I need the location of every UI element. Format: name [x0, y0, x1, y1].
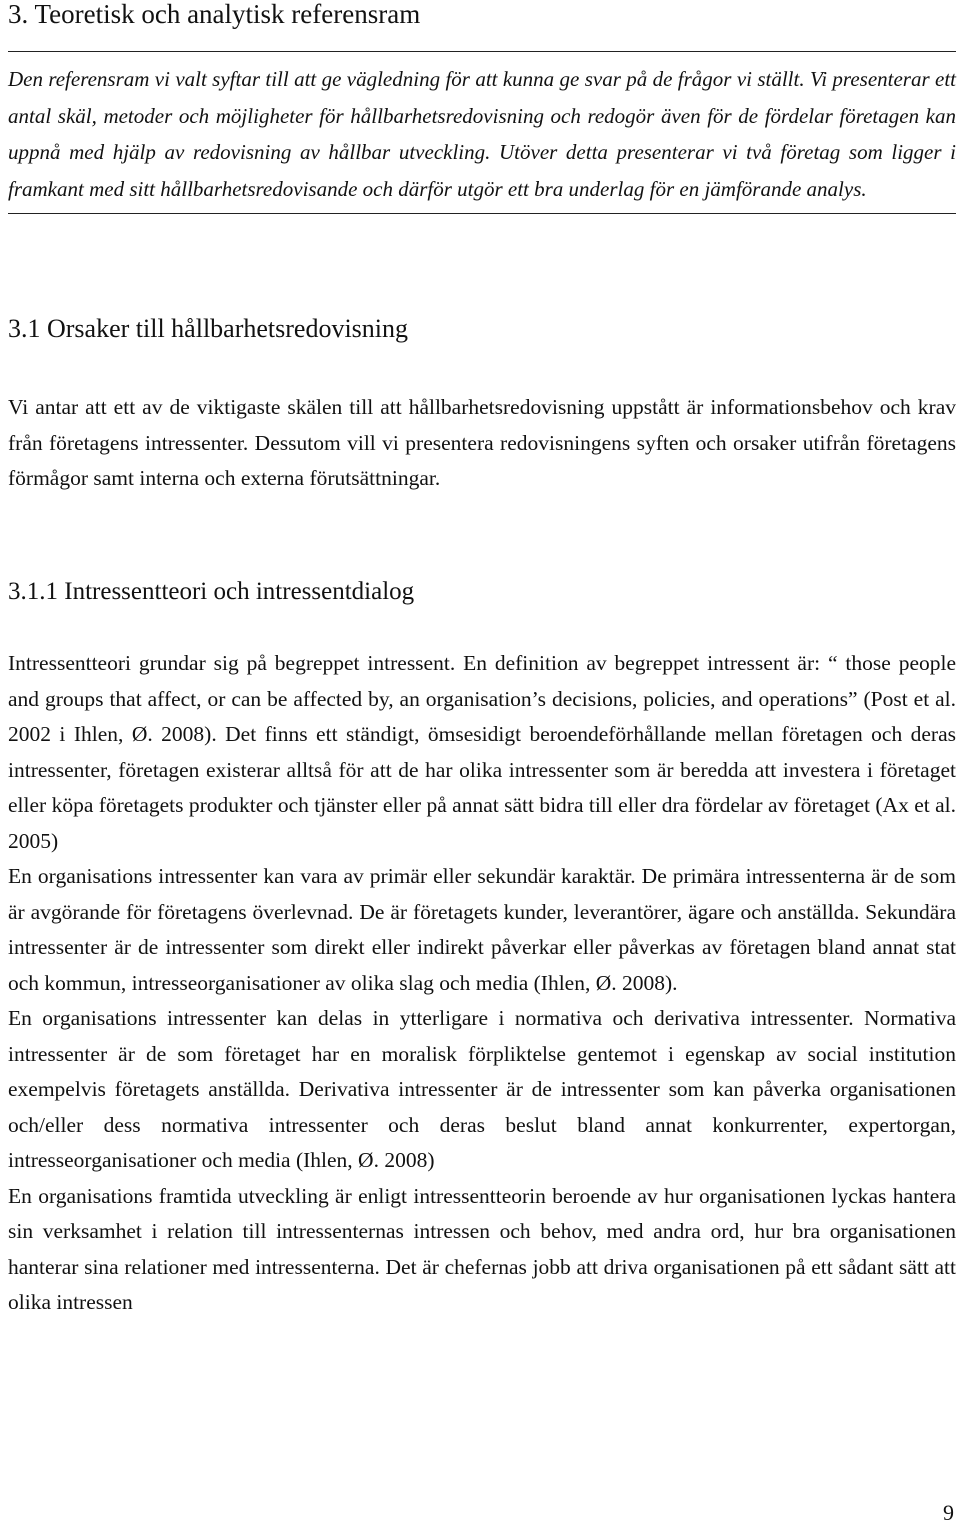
chapter-abstract: Den referensram vi valt syftar till att ge vägledning för att kunna ge svar på de frågor vi ställt. Vi presenterar ett antal skäl, metoder och möjligheter för hållbarhetsredovisning och redogör även för de fördelar företagen kan uppnå med hjälp av redovisning av hållbar utveckling. Utöver detta presenterar vi två företag som ligger i framkant med sitt hållbarhetsredovisande och därför utgör ett bra underlag för en jämförande analys.	[8, 67, 956, 201]
paragraph: Intressentteori grundar sig på begreppet intressent. En definition av begreppet intressent är: “ those people and groups that affect, or can be affected by, an organisation’s decisions, policies, and operations” (Post et al. 2002 i Ihlen, Ø. 2008). Det finns ett ständigt, ömsesidigt beroendeförhållande mellan företagen och deras intressenter, företagen existerar alltså för att de har olika intressenter som är beredda att investera i företaget eller köpa företagets produkter och tjänster eller på annat sätt bidra till eller dra fördelar av företaget (Ax et al. 2005)	[8, 651, 956, 853]
paragraph: En organisations framtida utveckling är enligt intressentteorin beroende av hur organisationen lyckas hantera sin verksamhet i relation till intressenternas intressen och behov, med andra ord, hur bra organisationen hanterar sina relationer med intressenterna. Det är chefernas jobb att driva organisationen på ett sådant sätt att olika intressen	[8, 1183, 956, 1314]
section-heading-3-1-1: 3.1.1 Intressentteori och intressentdialog	[8, 578, 415, 605]
section-heading-3-1: 3.1 Orsaker till hållbarhetsredovisning	[8, 314, 409, 343]
chapter-title: 3. Teoretisk och analytisk referensram	[8, 0, 421, 29]
paragraph: En organisations intressenter kan vara av primär eller sekundär karaktär. De primära intressenterna är de som är avgörande för företagens överlevnad. De är företagets kunder, leverantörer, ägare och anställda. Sekundära intressenter är de intressenter som direkt eller indirekt påverkar eller påverkas av företagen bland annat stat och kommun, intresseorganisationer av olika slag och media (Ihlen, Ø. 2008).	[8, 864, 956, 995]
page-number: 9	[943, 1500, 954, 1525]
section-body-3-1-1	[8, 646, 956, 1321]
paragraph: En organisations intressenter kan delas in ytterligare i normativa och derivativa intressenter. Normativa intressenter är de som företaget har en moralisk förpliktelse gentemot i egenskap av social institution exempelvis företagets anställda. Derivativa intressenter är de intressenter som kan påverka organisationen och/eller dess normativa intressenter och deras beslut bland annat konkurrenter, expertorgan, intresseorganisationer och media (Ihlen, Ø. 2008)	[8, 1006, 956, 1172]
section-body-3-1	[8, 390, 956, 497]
paragraph: Vi antar att ett av de viktigaste skälen till att hållbarhetsredovisning uppstått är informationsbehov och krav från företagens intressenter. Dessutom vill vi presentera redovisningens syften och orsaker utifrån företagens förmågor samt interna och externa förutsättningar.	[8, 395, 956, 490]
chapter-abstract-box	[8, 51, 956, 214]
